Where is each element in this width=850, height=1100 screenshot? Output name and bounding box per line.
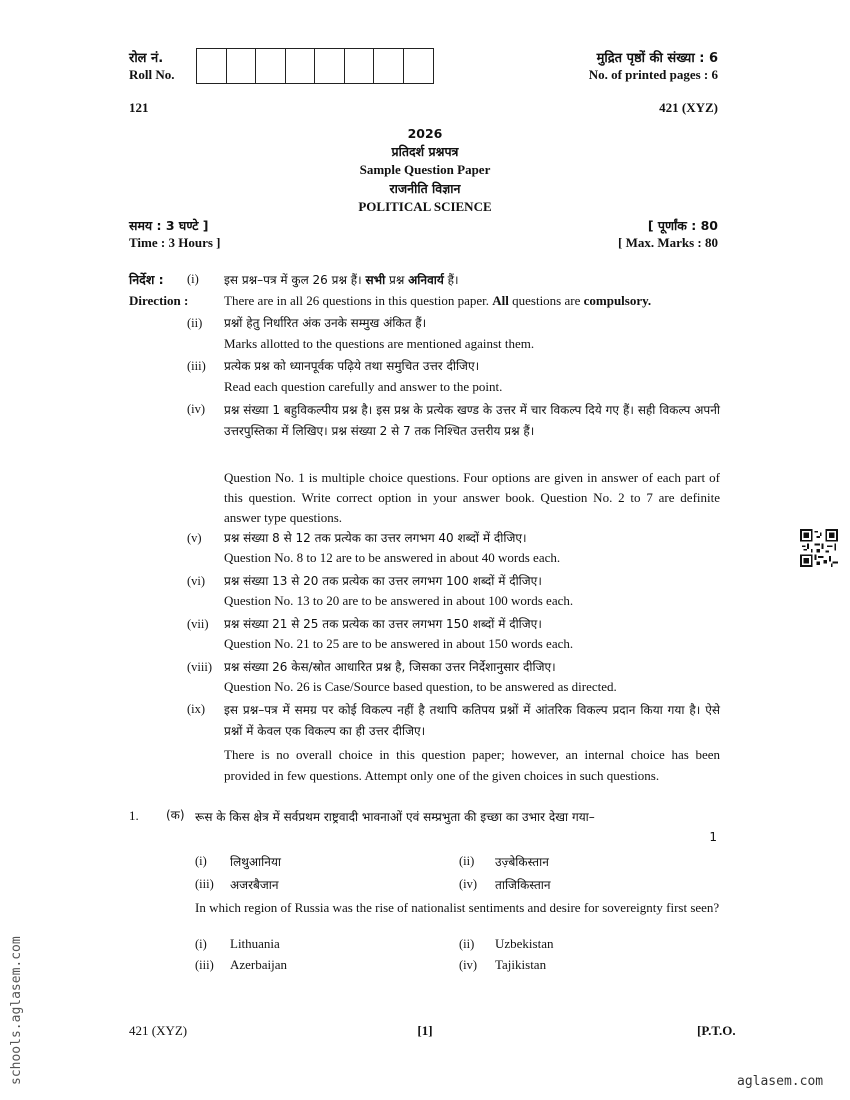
- roll-digit-box[interactable]: [345, 49, 375, 83]
- direction-1-en-questions: questions are: [512, 293, 581, 308]
- roll-digit-box[interactable]: [286, 49, 316, 83]
- direction-number: (ii): [187, 316, 203, 330]
- option-en-2[interactable]: Uzbekistan: [495, 936, 554, 951]
- direction-1-hi-end: हैं।: [447, 273, 459, 287]
- roll-digit-box[interactable]: [197, 49, 227, 83]
- direction-3-en: Read each question carefully and answer to the point.: [224, 379, 503, 394]
- direction-1-hi-text: इस प्रश्न–पत्र में कुल 26 प्रश्न हैं।: [224, 273, 362, 287]
- direction-5-hi: प्रश्न संख्या 8 से 12 तक प्रत्येक का उत्तर लगभग 40 शब्दों में दीजिए।: [224, 531, 527, 545]
- footer-paper-code: 421 (XYZ): [129, 1023, 188, 1038]
- option-hi-1[interactable]: लिथुआनिया: [230, 855, 282, 869]
- direction-number: (ix): [187, 702, 206, 716]
- question-marks: 1: [709, 830, 717, 844]
- direction-9-hi: इस प्रश्न–पत्र में समग्र पर कोई विकल्प नहीं है तथापि कतिपय प्रश्नों में आंतरिक विकल्प प्रदान किया गया है। ऐसे प्रश्नों में केवल एक विकल्प का ही उत्तर दीजिए।: [224, 703, 720, 738]
- option-label: (iv): [459, 877, 478, 891]
- option-label: (ii): [459, 854, 475, 868]
- direction-8-hi: प्रश्न संख्या 26 केस/स्रोत आधारित प्रश्न है, जिसका उत्तर निर्देशानुसार दीजिए।: [224, 660, 556, 674]
- roll-digit-box[interactable]: [256, 49, 286, 83]
- roll-digit-box[interactable]: [315, 49, 345, 83]
- direction-8-en: Question No. 26 is Case/Source based question, to be answered as directed.: [224, 679, 617, 694]
- time-hi: समय : 3 घण्टे ]: [129, 218, 209, 233]
- directions-label-en: Direction :: [129, 293, 189, 308]
- direction-1-hi-all: सभी: [365, 273, 386, 287]
- footer-site-link[interactable]: aglasem.com: [737, 1074, 824, 1089]
- direction-number: (iii): [187, 359, 206, 373]
- max-marks-hi: [ पूर्णांक : 80: [647, 218, 718, 233]
- question-number: 1.: [129, 808, 139, 823]
- direction-1-hi: [224, 271, 720, 288]
- option-label: (iii): [195, 958, 214, 972]
- direction-2-en: Marks allotted to the questions are mentioned against them.: [224, 336, 535, 351]
- direction-1-en-all: All: [492, 293, 509, 308]
- paper-code-right: 421 (XYZ): [659, 100, 718, 115]
- qr-code-icon: [800, 529, 838, 567]
- direction-4-hi: प्रश्न संख्या 1 बहुविकल्पीय प्रश्न है। इस प्रश्न के प्रत्येक खण्ड के उत्तर में चार विकल्प दिये गए हैं। सही विकल्प अपनी उत्तरपुस्तिका में लिखिए। प्रश्न संख्या 2 से 7 तक निश्चित उत्तरीय प्रश्न हैं।: [224, 403, 720, 438]
- question-part-label: (क): [166, 808, 185, 822]
- footer-pto: [P.T.O.: [697, 1023, 736, 1038]
- option-label: (ii): [459, 937, 475, 951]
- direction-5-en: Question No. 8 to 12 are to be answered in about 40 words each.: [224, 550, 561, 565]
- option-label: (iii): [195, 877, 214, 891]
- option-hi-2[interactable]: उज़्बेकिस्तान: [495, 855, 549, 869]
- subject-hi: राजनीति विज्ञान: [389, 181, 461, 196]
- exam-year: 2026: [407, 126, 443, 141]
- printed-pages-en: No. of printed pages : 6: [588, 67, 718, 82]
- footer-page-number: [1]: [417, 1023, 433, 1038]
- direction-number: (viii): [187, 660, 212, 674]
- direction-4-en: Question No. 1 is multiple choice questions. Four options are given in answer of each part of this question. Write correct option in your answer book. Question No. 2 to 7 are definite answer type questions.: [224, 470, 720, 525]
- option-label: (i): [195, 854, 207, 868]
- direction-7-hi: प्रश्न संख्या 21 से 25 तक प्रत्येक का उत्तर लगभग 150 शब्दों में दीजिए।: [224, 617, 542, 631]
- direction-1-hi-questions: प्रश्न: [389, 273, 405, 287]
- option-hi-3[interactable]: अजरबैजान: [230, 878, 279, 892]
- direction-1-en-compulsory: compulsory.: [583, 293, 652, 308]
- directions-label-hi: निर्देश :: [129, 272, 164, 287]
- roll-no-label-en: Roll No.: [129, 67, 175, 82]
- option-label: (iv): [459, 958, 478, 972]
- direction-2-hi: प्रश्नों हेतु निर्धारित अंक उनके सम्मुख अंकित हैं।: [224, 316, 427, 330]
- direction-3-hi: प्रत्येक प्रश्न को ध्यानपूर्वक पढ़िये तथा समुचित उत्तर दीजिए।: [224, 359, 480, 373]
- paper-title-hi: प्रतिदर्श प्रश्नपत्र: [391, 144, 459, 159]
- option-hi-4[interactable]: ताजिकिस्तान: [495, 878, 551, 892]
- direction-6-en: Question No. 13 to 20 are to be answered in about 100 words each.: [224, 593, 574, 608]
- max-marks-en: [ Max. Marks : 80: [617, 235, 718, 250]
- paper-title-en: Sample Question Paper: [359, 162, 491, 177]
- roll-digit-box[interactable]: [374, 49, 404, 83]
- time-en: Time : 3 Hours ]: [129, 235, 221, 250]
- option-en-3[interactable]: Azerbaijan: [230, 957, 288, 972]
- roll-number-boxes[interactable]: [196, 48, 434, 84]
- subject-en: POLITICAL SCIENCE: [358, 199, 492, 214]
- direction-number: (v): [187, 531, 202, 545]
- option-en-4[interactable]: Tajikistan: [495, 957, 547, 972]
- direction-number: (i): [187, 272, 199, 286]
- question-1-en: In which region of Russia was the rise of nationalist sentiments and desire for sovereignty first seen?: [195, 900, 720, 915]
- direction-number: (vi): [187, 574, 206, 588]
- option-label: (i): [195, 937, 207, 951]
- question-1-hi: रूस के किस क्षेत्र में सर्वप्रथम राष्ट्रवादी भावनाओं एवं सम्प्रभुता की इच्छा का उभार देखा गया–: [195, 810, 595, 824]
- direction-9-en: There is no overall choice in this question paper; however, an internal choice has been provided in few questions. Attempt only one of the given choices in such questions.: [224, 747, 720, 783]
- roll-digit-box[interactable]: [404, 49, 434, 83]
- direction-1-hi-compulsory: अनिवार्य: [408, 273, 444, 287]
- direction-6-hi: प्रश्न संख्या 13 से 20 तक प्रत्येक का उत्तर लगभग 100 शब्दों में दीजिए।: [224, 574, 542, 588]
- direction-1-en-text: There are in all 26 questions in this question paper.: [224, 293, 489, 308]
- direction-1-en: [224, 293, 720, 309]
- direction-7-en: Question No. 21 to 25 are to be answered in about 150 words each.: [224, 636, 574, 651]
- option-en-1[interactable]: Lithuania: [230, 936, 280, 951]
- roll-no-label-hi: रोल नं.: [129, 51, 164, 66]
- paper-code-left: 121: [129, 100, 149, 115]
- side-watermark: schools.aglasem.com: [9, 936, 24, 1085]
- direction-number: (vii): [187, 617, 209, 631]
- roll-digit-box[interactable]: [227, 49, 257, 83]
- printed-pages-hi: मुद्रित पृष्ठों की संख्या : 6: [596, 51, 718, 66]
- direction-number: (iv): [187, 402, 206, 416]
